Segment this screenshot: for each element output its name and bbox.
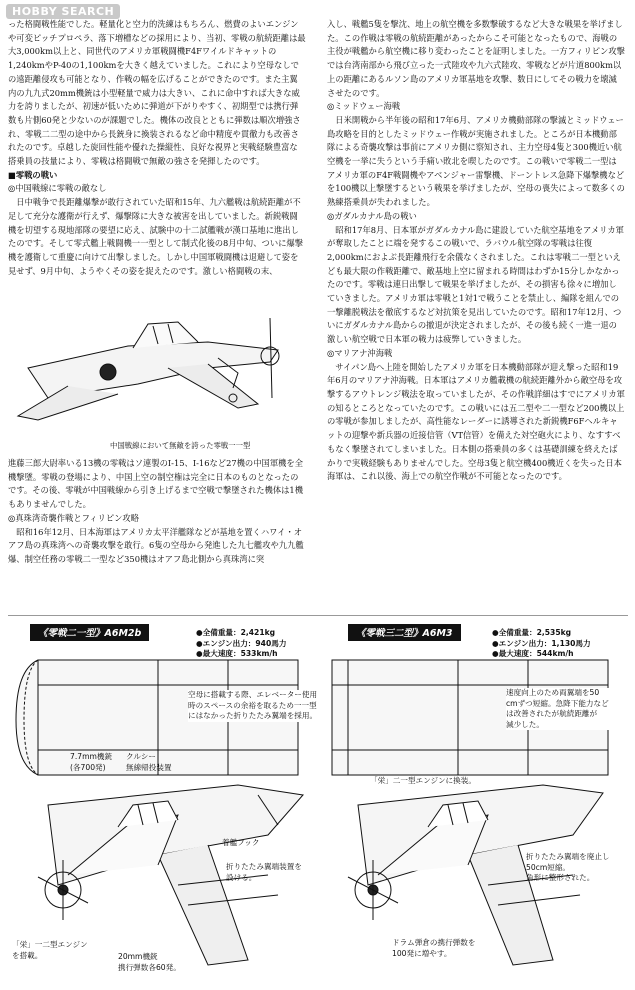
heading-hawaii: ◎真珠湾奇襲作戦とフィリピン攻略 xyxy=(8,512,140,523)
hawaii-paragraph: 昭和16年12月、日本海軍はアメリカ太平洋艦隊などが基地を置くハワイ・オアフ島の真珠湾への奇襲攻撃を敢行。6隻の空母から発進した九七艦攻や九九艦爆、制空任務の零戦二一型など350機はオアフ島北側から真珠湾に突 xyxy=(8,526,304,564)
heading-china: ◎中国戦線に零戦の敵なし xyxy=(8,183,107,194)
note-span: 速度向上のため両翼端を50 cmずつ短縮。急降下能力など は改善されたが航続距離が 減少した。 xyxy=(506,688,624,730)
left-column xyxy=(8,18,306,278)
spec-title-a6m2b: 《零戦二一型》A6M2b xyxy=(30,624,149,641)
left-column-lower xyxy=(8,457,306,567)
note-folding-wing: 空母に搭載する際、エレベーター使用時のスペースの余裕を取るため一一型にはなかった折りたたみ翼端を採用。 xyxy=(188,690,318,721)
note-hook: 着艦フック xyxy=(222,838,260,847)
figure-caption: 中国戦線において無敵を誇った零戦一一型 xyxy=(110,441,251,450)
spec-engine: ●エンジン出力：1,130馬力 xyxy=(492,638,591,648)
spec-speed: ●最大速度：533km/h xyxy=(196,649,278,659)
heading-midway: ◎ミッドウェー海戦 xyxy=(327,101,401,112)
note-wingtip-gear: 折りたたみ翼端装置を 設ける。 xyxy=(226,862,302,882)
note-radio: クルシー 無線帰投装置 xyxy=(126,752,172,772)
zero-type11-illustration xyxy=(8,298,298,438)
spec-engine: ●エンジン出力：940馬力 xyxy=(196,638,287,648)
note-engine-a6m2b: 「栄」一二型エンジン を搭載。 xyxy=(12,940,88,960)
note-mg20: 20mm機銃 携行弾数各60発。 xyxy=(118,952,181,972)
spec-weight: ●全備重量：2,421kg xyxy=(196,628,276,637)
spec-speed: ●最大速度：544km/h xyxy=(492,649,574,659)
midway-paragraph: 日米開戦から半年後の昭和17年6月、アメリカ機動部隊の撃滅とミッドウェー島攻略を目的としたミッドウェー作戦が実施されました。ところが日本機動部隊による奇襲攻撃は事前にアメリカ側に察知され、主力空母4隻と300機近い航空機を一挙に失うという手痛い敗北を喫したのです。この戦いで零戦二一型はアメリカ軍のF4F戦闘機やアベンジャー雷撃機、ドーントレス急降下爆撃機などを100機以上撃墜するという戦果を挙げましたが、空母の喪失によって数多くの熟練搭乗員が失われました。 xyxy=(327,114,625,208)
note-mg77: 7.7mm機銃 (各700発) xyxy=(70,752,113,772)
china-paragraph: 日中戦争で長距離爆撃が敢行されていた昭和15年、九六艦戦は航続距離が不足して充分な護衛が行えず、爆撃隊に大きな被害を出していました。新鋭戦闘機を切望する現地部隊の要望に応え、試験中の十二試艦戦が漢口基地に進出したのです。そして零式艦上戦闘機一一型として制式化後の8月中旬、ついに爆撃機を護衛して重慶に向けて出撃しました。しかし中国軍戦闘機は退避して姿を見せず、9月中旬、ようやくその姿を捉えたのです。激しい格闘戦の末、 xyxy=(8,197,304,276)
spec-title-a6m3: 《零戦三二型》A6M3 xyxy=(348,624,461,641)
right-column xyxy=(327,18,625,484)
heading-guadalcanal: ◎ガダルカナル島の戦い xyxy=(327,210,417,221)
hawaii-continued: 入し、戦艦5隻を撃沈、地上の航空機を多数撃破するなど大きな戦果を挙げました。この作戦は零戦の航続距離があったからこそ可能となったもので、海戦の主役が戦艦から航空機に移り変わったことを証明しました。一方フィリピン攻撃では台湾南部から飛び立った一式陸攻や九六式陸攻、零戦などが片道800km以上の距離にあるルソン島のアメリカ軍基地を攻撃、数日にしてその戦力を壊滅させたのです。 xyxy=(327,19,625,98)
marianas-paragraph: サイパン島へ上陸を開始したアメリカ軍を日本機動部隊が迎え撃った昭和19年6月のマリアナ沖海戦。日本軍はアメリカ艦載機の航続距離外から敵空母を攻撃するアウトレンジ戦法を取っていましたが、その作戦詳細はすでにアメリカ軍の知るところとなっていたのです。この戦いには五二型や二一型など200機以上の零戦が参加しましたが、高性能なレーダーに誘導された新鋭機F6Fヘルキャットの迎撃や新兵器の近接信管（VT信管）を備えた対空砲火により、なすすべもなく撃墜されてしまいました。日本側の搭乗員の多くは基礎訓練を終えたばかりで実戦経験もありませんでした。空母3隻と航空機400機近くを失った日本海軍は、これ以後、海上での航空作戦が不可能となったのです。 xyxy=(327,361,625,482)
watermark: HOBBY SEARCH xyxy=(6,4,120,19)
china-continued: 進藤三郎大尉率いる13機の零戦はソ連製のI-15、I-16など27機の中国軍機を全機撃墜。零戦の登場により、中国上空の制空権は完全に日本のものとなったのです。その後、零戦が中国戦線から引き上げるまで空戦で撃墜された機体は1機もありませんでした。 xyxy=(8,458,304,510)
note-wingtip-a6m3: 折りたたみ翼端を廃止し 50cm短縮。 角形に整形された。 xyxy=(526,852,610,883)
guadalcanal-paragraph: 昭和17年8月、日本軍がガダルカナル島に建設していた航空基地をアメリカ軍が奪取したことに端を発するこの戦いで、ラバウル航空隊の零戦は往復2,000kmにおよぶ長距離飛行を余儀なくされました。これは零戦二一型といえども最大限の作戦距離で、敵基地上空に留まれる時間はわずか15分しかなかったのです。零戦は連日出撃して戦果を挙げましたが、その損害も徐々に増加していきました。アメリカ軍は零戦と1対1で戦うことを禁止し、編隊を組んでの一撃離脱戦法を徹底するなど対抗策を見出していたのです。昭和17年12月、ついにガダルカナル島からの撤退が決定されましたが、その後も続く一進一退の激しい航空戦で日本軍の戦力は疲弊していきました。 xyxy=(327,224,624,345)
note-drum: ドラム弾倉の携行弾数を 100発に増やす。 xyxy=(392,938,476,958)
spec-weight: ●全備重量：2,535kg xyxy=(492,628,572,637)
section-divider xyxy=(8,615,628,616)
heading-zero-battles: ■零戦の戦い xyxy=(8,169,58,180)
heading-marianas: ◎マリアナ沖海戦 xyxy=(327,347,393,358)
intro-paragraph: った格闘戦性能でした。軽量化と空力的洗練はもちろん、燃費のよいエンジンや可変ピッチプロペラ、落下増槽などの採用により、当初、零戦の航続距離は最大3,000km以上と、同世代のアメリカ軍戦闘機F4Fワイルドキャットの1,240kmやP-40の1,100kmを大きく越えていました。これにより空母なしでの遠距離侵攻も可能となり、作戦の幅を広げることができたのです。また主翼内の九九式20mm機銃は小型軽量で威力は大きい、これに命中すれば大きな威力を誇りましたが、初速が低いために弾道が下がりやすく、初期型では携行弾数も片側60発と少ないのが課題でした。機体の改良とともに弾数は順次増強され、零戦二二型の途中から長銃身に換装されるなど命中精度や貫徹力も改善されたのです。卓越した旋回性能や優れた操縦性、良好な視界と実戦経験豊富な搭乗員の技量により、零戦は格闘戦で無敵の強さを発揮したのです。 xyxy=(8,19,306,167)
note-engine-a6m3: 「栄」二一型エンジンに換装。 xyxy=(370,776,476,785)
